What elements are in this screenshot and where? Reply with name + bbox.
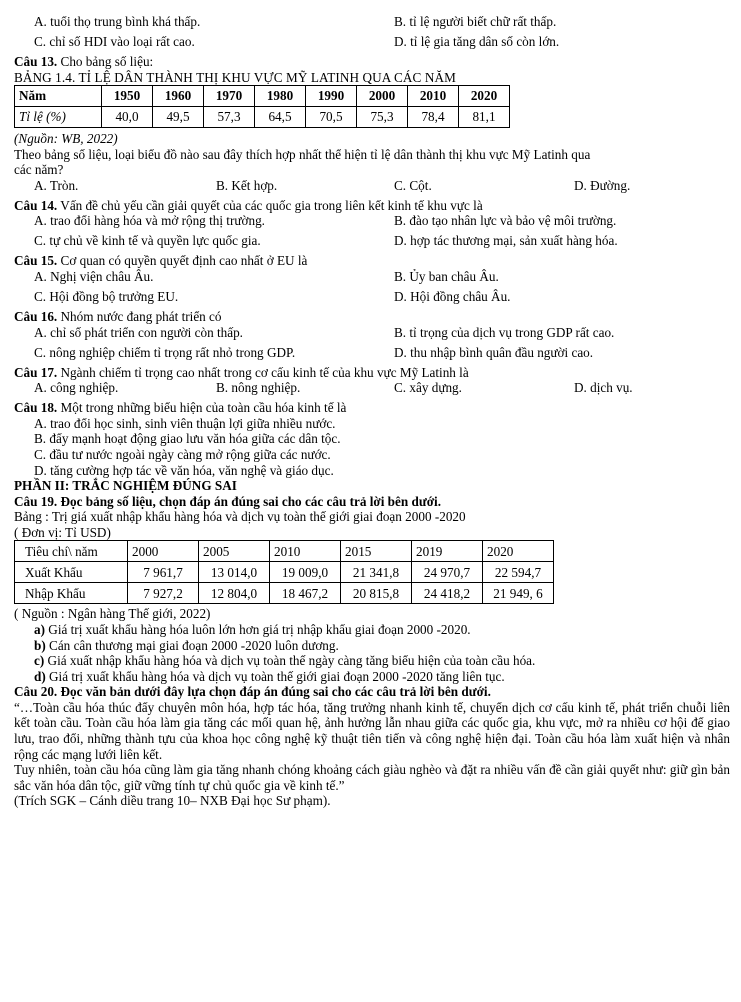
- value-cell: 78,4: [408, 107, 459, 128]
- header-cell: 2019: [412, 541, 483, 562]
- value-cell: 70,5: [306, 107, 357, 128]
- statement-text: Giá xuất nhập khẩu hàng hóa và dịch vụ toàn thế ngày càng tăng biểu hiện của toàn cầu hóa.: [44, 653, 536, 669]
- q18-text: Một trong những biểu hiện của toàn cầu hóa kinh tế là: [57, 400, 347, 416]
- part2-heading: PHẦN II: TRẮC NGHIỆM ĐÚNG SAI: [14, 478, 237, 494]
- q17-stem: [14, 365, 730, 381]
- row-label-cell: Tỉ lệ (%): [15, 107, 102, 128]
- q20-passage-para1: “…Toàn cầu hóa thúc đẩy chuyên môn hóa, hợp tác hóa, tăng trưởng nhanh kinh tế, chuyển dịch cơ cấu kinh tế, phát triển chuỗi liên kết toàn cầu. Toàn cầu hóa làm gia tăng các mối quan hệ, ảnh hưởng lẫn nhau giữa các quốc gia, khu vực, mở ra nhiều cơ hội để giao lưu, trao đổi, những thành tựu của khoa học công nghệ kỹ thuật tiên tiến và công nghệ hiện đại. Toàn cầu hóa làm xuất hiện và nhân rộng các mạng lưới liên kết.: [14, 699, 730, 762]
- q16-stem: [14, 309, 730, 325]
- q17-option-d: D. dịch vụ.: [574, 380, 633, 396]
- q18-option-a: A. trao đổi học sinh, sinh viên thuận lợi giữa nhiều nước.: [34, 415, 336, 431]
- header-cell: 2010: [270, 541, 341, 562]
- q13-source: (Nguồn: WB, 2022): [14, 131, 118, 147]
- q20-stem: [14, 684, 730, 700]
- q15-answers-row2: [14, 289, 730, 309]
- q15-option-d: D. Hội đồng châu Âu.: [394, 289, 511, 305]
- q17-option-c: C. xây dựng.: [394, 380, 462, 396]
- q13-text: Cho bảng số liệu:: [57, 54, 154, 69]
- q17-label: Câu 17.: [14, 364, 58, 380]
- trade-header-row: [15, 541, 554, 562]
- q18-label: Câu 18.: [14, 400, 58, 416]
- q18-option-d: D. tăng cường hợp tác về văn hóa, văn nghệ và giáo dục.: [34, 462, 334, 478]
- row-label-cell: Nhập Khẩu: [15, 583, 128, 604]
- value-cell: 18 467,2: [270, 583, 341, 604]
- q12-option-d: D. tỉ lệ gia tăng dân số còn lớn.: [394, 34, 560, 49]
- q13-option-a: A. Tròn.: [34, 177, 79, 193]
- urban-rate-table: [14, 85, 510, 128]
- q13-option-c: C. Cột.: [394, 177, 432, 193]
- q15-text: Cơ quan có quyền quyết định cao nhất ở EU là: [57, 253, 308, 269]
- header-cell: 2020: [483, 541, 554, 562]
- q13-label: Câu 13.: [14, 54, 58, 69]
- q18-option-b: B. đẩy mạnh hoạt động giao lưu văn hóa giữa các dân tộc.: [34, 431, 341, 447]
- q16-option-c: C. nông nghiệp chiếm tỉ trọng rất nhỏ trong GDP.: [34, 344, 296, 360]
- value-cell: 19 009,0: [270, 562, 341, 583]
- q16-option-d: D. thu nhập bình quân đầu người cao.: [394, 344, 594, 360]
- q15-option-b: B. Ủy ban châu Âu.: [394, 269, 499, 285]
- q17-option-a: A. công nghiệp.: [34, 380, 119, 396]
- q14-option-c: C. tự chủ về kinh tế và quyền lực quốc gia.: [34, 233, 261, 249]
- q19-text: Đọc bảng số liệu, chọn đáp án đúng sai cho các câu trả lời bên dưới.: [57, 493, 442, 509]
- q14-label: Câu 14.: [14, 197, 58, 213]
- q19-label: Câu 19.: [14, 493, 58, 509]
- urban-rate-header-row: [15, 86, 510, 107]
- value-cell: 13 014,0: [199, 562, 270, 583]
- q17-option-b: B. nông nghiệp.: [216, 380, 301, 396]
- q19-table-title: Bảng : Trị giá xuất nhập khẩu hàng hóa và dịch vụ toàn thế giới giai đoạn 2000 -2020: [14, 509, 466, 525]
- statement-text: Giá trị xuất khẩu hàng hóa và dịch vụ toàn thế giới giai đoạn 2000 -2020 tăng liên tục.: [45, 668, 505, 684]
- value-cell: 7 961,7: [128, 562, 199, 583]
- q12-answers-row1: [14, 14, 730, 34]
- q19-statement-c: [14, 653, 730, 669]
- q19-stem: [14, 494, 730, 510]
- value-cell: 22 594,7: [483, 562, 554, 583]
- q12-answers-row2: [14, 34, 730, 54]
- value-cell: 12 804,0: [199, 583, 270, 604]
- statement-text: Giá trị xuất khẩu hàng hóa luôn lớn hơn giá trị nhập khẩu giai đoạn 2000 -2020.: [45, 621, 471, 637]
- q16-answers-row2: [14, 345, 730, 365]
- q13-question-line2: các năm?: [14, 162, 64, 178]
- q15-stem: [14, 253, 730, 269]
- q20-text: Đọc văn bản dưới đây lựa chọn đáp án đúng sai cho các câu trả lời bên dưới.: [57, 684, 491, 700]
- header-cell: 1980: [255, 86, 306, 107]
- q19-source: ( Nguồn : Ngân hàng Thế giới, 2022): [14, 606, 211, 622]
- header-cell: 1990: [306, 86, 357, 107]
- q16-option-b: B. tỉ trọng của dịch vụ trong GDP rất cao.: [394, 324, 615, 340]
- q13-option-d: D. Đường.: [574, 177, 631, 193]
- q13-question-line1: Theo bảng số liệu, loại biểu đồ nào sau đây thích hợp nhất thể hiện tỉ lệ dân thành thị khu vực Mỹ Latinh qua: [14, 146, 591, 162]
- q14-text: Vấn đề chủ yếu cần giải quyết của các quốc gia trong liên kết kinh tế khu vực là: [57, 197, 483, 213]
- statement-label: b): [34, 637, 46, 653]
- trade-value-table: [14, 540, 554, 604]
- header-cell: 2000: [357, 86, 408, 107]
- q14-option-a: A. trao đổi hàng hóa và mở rộng thị trường.: [34, 213, 265, 229]
- urban-rate-value-row: [15, 107, 510, 128]
- statement-label: a): [34, 621, 45, 637]
- q13-answers: [14, 178, 730, 198]
- value-cell: 20 815,8: [341, 583, 412, 604]
- q18-option-c: C. đầu tư nước ngoài ngày càng mở rộng giữa các nước.: [34, 446, 331, 462]
- export-row: [15, 562, 554, 583]
- q14-answers-row1: [14, 213, 730, 233]
- q14-option-b: B. đào tạo nhân lực và bảo vệ môi trường.: [394, 213, 617, 229]
- header-cell: 2005: [199, 541, 270, 562]
- import-row: [15, 583, 554, 604]
- q15-option-a: A. Nghị viện châu Âu.: [34, 269, 154, 285]
- q16-answers-row1: [14, 325, 730, 345]
- header-cell: 1960: [153, 86, 204, 107]
- header-cell: 2000: [128, 541, 199, 562]
- q13-stem: [14, 54, 730, 70]
- q16-label: Câu 16.: [14, 309, 58, 325]
- q19-statement-d: [14, 669, 730, 685]
- header-cell: 1950: [102, 86, 153, 107]
- value-cell: 64,5: [255, 107, 306, 128]
- q14-option-d: D. hợp tác thương mại, sản xuất hàng hóa.: [394, 233, 618, 249]
- header-cell: Tiêu chí\ năm: [15, 541, 128, 562]
- value-cell: 21 949, 6: [483, 583, 554, 604]
- q13-table-title: BẢNG 1.4. TỈ LỆ DÂN THÀNH THỊ KHU VỰC MỸ LATINH QUA CÁC NĂM: [14, 69, 456, 85]
- q16-text: Nhóm nước đang phát triển có: [57, 309, 222, 325]
- value-cell: 21 341,8: [341, 562, 412, 583]
- value-cell: 24 970,7: [412, 562, 483, 583]
- q18-stem: [14, 400, 730, 416]
- q19-unit: ( Đơn vị: Tỉ USD): [14, 524, 111, 540]
- statement-text: Cán cân thương mại giai đoạn 2000 -2020 luôn dương.: [45, 637, 339, 653]
- q15-answers-row1: [14, 269, 730, 289]
- value-cell: 81,1: [459, 107, 510, 128]
- q17-answers: [14, 380, 730, 400]
- q15-label: Câu 15.: [14, 253, 58, 269]
- q15-option-c: C. Hội đồng bộ trưởng EU.: [34, 289, 179, 305]
- value-cell: 57,3: [204, 107, 255, 128]
- q20-passage-para2: Tuy nhiên, toàn cầu hóa cũng làm gia tăng nhanh chóng khoảng cách giàu nghèo và đặt ra nhiều vấn đề cần giải quyết như: giữ gìn bản sắc văn hóa dân tộc, giữ vững tính tự chủ quốc gia về kinh tế.”: [14, 762, 730, 793]
- q14-answers-row2: [14, 233, 730, 253]
- q19-statement-a: [14, 622, 730, 638]
- value-cell: 49,5: [153, 107, 204, 128]
- q12-option-b: B. tỉ lệ người biết chữ rất thấp.: [394, 14, 557, 29]
- q16-option-a: A. chỉ số phát triển con người còn thấp.: [34, 324, 243, 340]
- q13-option-b: B. Kết hợp.: [216, 177, 278, 193]
- worksheet-page: [14, 14, 730, 809]
- q20-citation: (Trích SGK – Cánh diều trang 10– NXB Đại học Sư phạm).: [14, 793, 331, 809]
- q14-stem: [14, 198, 730, 214]
- header-cell: 2015: [341, 541, 412, 562]
- header-cell: 2010: [408, 86, 459, 107]
- statement-label: d): [34, 668, 46, 684]
- q19-statement-b: [14, 638, 730, 654]
- row-label-cell: Xuất Khẩu: [15, 562, 128, 583]
- q12-option-a: A. tuổi thọ trung bình khá thấp.: [34, 14, 201, 29]
- value-cell: 24 418,2: [412, 583, 483, 604]
- header-cell: 1970: [204, 86, 255, 107]
- value-cell: 7 927,2: [128, 583, 199, 604]
- header-cell: 2020: [459, 86, 510, 107]
- q20-label: Câu 20.: [14, 684, 58, 700]
- statement-label: c): [34, 653, 45, 669]
- value-cell: 40,0: [102, 107, 153, 128]
- q12-option-c: C. chỉ số HDI vào loại rất cao.: [34, 34, 195, 49]
- q17-text: Ngành chiếm tỉ trọng cao nhất trong cơ cấu kinh tế của khu vực Mỹ Latinh là: [57, 364, 469, 380]
- value-cell: 75,3: [357, 107, 408, 128]
- header-cell: Năm: [15, 86, 102, 107]
